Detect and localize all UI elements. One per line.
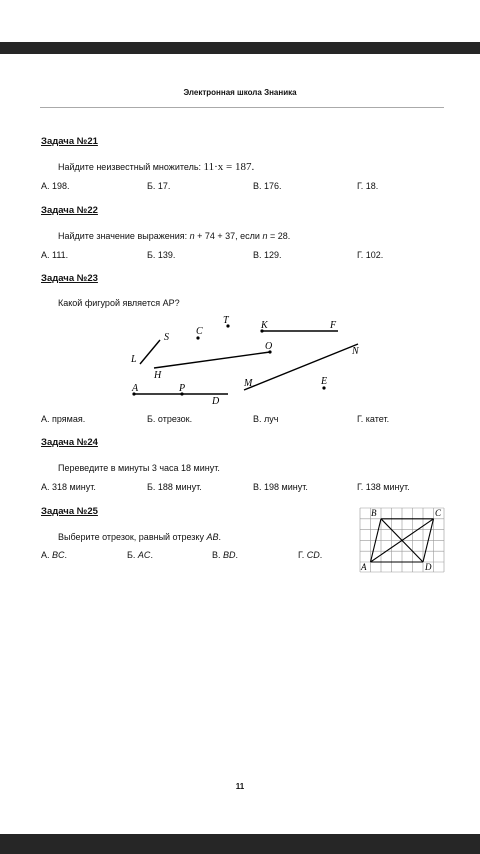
task-24-question: Переведите в минуты 3 часа 18 минут.: [58, 463, 220, 473]
task-21-title: Задача №21: [41, 136, 98, 147]
page-number: 11: [235, 782, 245, 791]
grid-label-c: C: [435, 508, 442, 518]
label-k: K: [261, 320, 268, 331]
task-24-option-c[interactable]: В. 198 минут.: [253, 482, 308, 492]
task-21-option-b[interactable]: Б. 17.: [147, 181, 171, 191]
task-23-option-b[interactable]: Б. отрезок.: [147, 414, 193, 424]
task-25-grid-figure: [358, 506, 446, 574]
label-o: O: [265, 341, 273, 352]
task-25-option-b-seg: AC: [137, 550, 151, 560]
label-m: M: [244, 378, 253, 389]
grid-label-d: D: [425, 562, 432, 572]
task-25-option-a-suffix: .: [64, 550, 68, 560]
task-23-option-d[interactable]: Г. катет.: [357, 414, 390, 424]
label-s: S: [164, 332, 169, 343]
task-25-option-c-suffix: .: [235, 550, 239, 560]
header-divider: [40, 107, 444, 108]
task-22-question-part-a: Найдите значение выражения:: [58, 231, 190, 241]
task-22-option-b[interactable]: Б. 139.: [147, 250, 176, 260]
task-21-question-text: Найдите неизвестный множитель:: [58, 162, 202, 172]
task-24-title: Задача №24: [41, 437, 98, 448]
task-22-question-part-c: = 28.: [267, 231, 291, 241]
task-21-option-d[interactable]: Г. 18.: [357, 181, 379, 191]
grid-label-b: B: [371, 508, 377, 518]
task-25-question-part-a: Выберите отрезок, равный отрезку: [58, 532, 207, 542]
task-23-option-a[interactable]: А. прямая.: [41, 414, 86, 424]
task-25-option-d[interactable]: [298, 550, 322, 560]
task-22-question: [58, 231, 290, 241]
task-22-question-part-b: + 74 + 37, если: [194, 231, 263, 241]
label-e: E: [321, 376, 328, 387]
task-21-option-c[interactable]: В. 176.: [253, 181, 282, 191]
task-22-option-c[interactable]: В. 129.: [253, 250, 282, 260]
task-21-formula: 11·x = 187.: [203, 161, 255, 173]
task-25-option-a-prefix: А.: [41, 550, 53, 560]
task-25-option-b-prefix: Б.: [127, 550, 138, 560]
label-h: H: [154, 370, 162, 381]
task-25-question-part-b: .: [218, 532, 222, 542]
label-n: N: [352, 346, 359, 357]
task-25-question: [58, 532, 221, 542]
task-23-question: Какой фигурой является АР?: [58, 298, 180, 308]
task-25-option-d-suffix: .: [319, 550, 323, 560]
task-21-option-a[interactable]: А. 198.: [41, 181, 70, 191]
task-24-option-a[interactable]: А. 318 минут.: [41, 482, 96, 492]
line-mn: [244, 344, 358, 390]
task-25-option-c-seg: BD: [223, 550, 236, 560]
task-22-option-d[interactable]: Г. 102.: [357, 250, 384, 260]
label-l: L: [131, 354, 137, 365]
task-25-option-b-suffix: .: [150, 550, 153, 560]
task-25-option-d-seg: CD: [306, 550, 320, 560]
task-25-option-a[interactable]: [41, 550, 67, 560]
label-a: A: [132, 383, 139, 394]
task-24-option-d[interactable]: Г. 138 минут.: [357, 482, 410, 492]
grid-label-a: A: [361, 562, 367, 572]
task-22-var-1: n: [189, 231, 195, 241]
task-25-option-d-prefix: Г.: [298, 550, 307, 560]
label-p: P: [179, 383, 186, 394]
bottom-dark-bar: [0, 834, 480, 854]
task-25-option-b[interactable]: [127, 550, 153, 560]
task-22-option-a[interactable]: А. 111.: [41, 250, 69, 260]
task-22-title: Задача №22: [41, 205, 98, 216]
label-c: C: [196, 326, 203, 337]
task-25-option-c-prefix: В.: [212, 550, 224, 560]
label-f: F: [330, 320, 337, 331]
task-24-option-b[interactable]: Б. 188 минут.: [147, 482, 202, 492]
top-margin: [0, 0, 480, 42]
task-21-question: [58, 161, 254, 173]
task-23-title: Задача №23: [41, 273, 98, 284]
label-d: D: [212, 396, 220, 407]
task-22-var-2: n: [262, 231, 268, 241]
top-dark-bar: [0, 42, 480, 54]
task-25-option-c[interactable]: [212, 550, 238, 560]
task-25-option-a-seg: BC: [52, 550, 65, 560]
task-25-title: Задача №25: [41, 506, 98, 517]
page-header: Электронная школа Знаника: [183, 88, 297, 97]
segment-ls: [140, 340, 160, 364]
task-25-question-seg: AB: [206, 532, 219, 542]
task-23-option-c[interactable]: В. луч: [253, 414, 279, 424]
ray-ho: [154, 352, 270, 368]
label-t: T: [223, 315, 229, 326]
task-23-figure: [120, 312, 370, 412]
